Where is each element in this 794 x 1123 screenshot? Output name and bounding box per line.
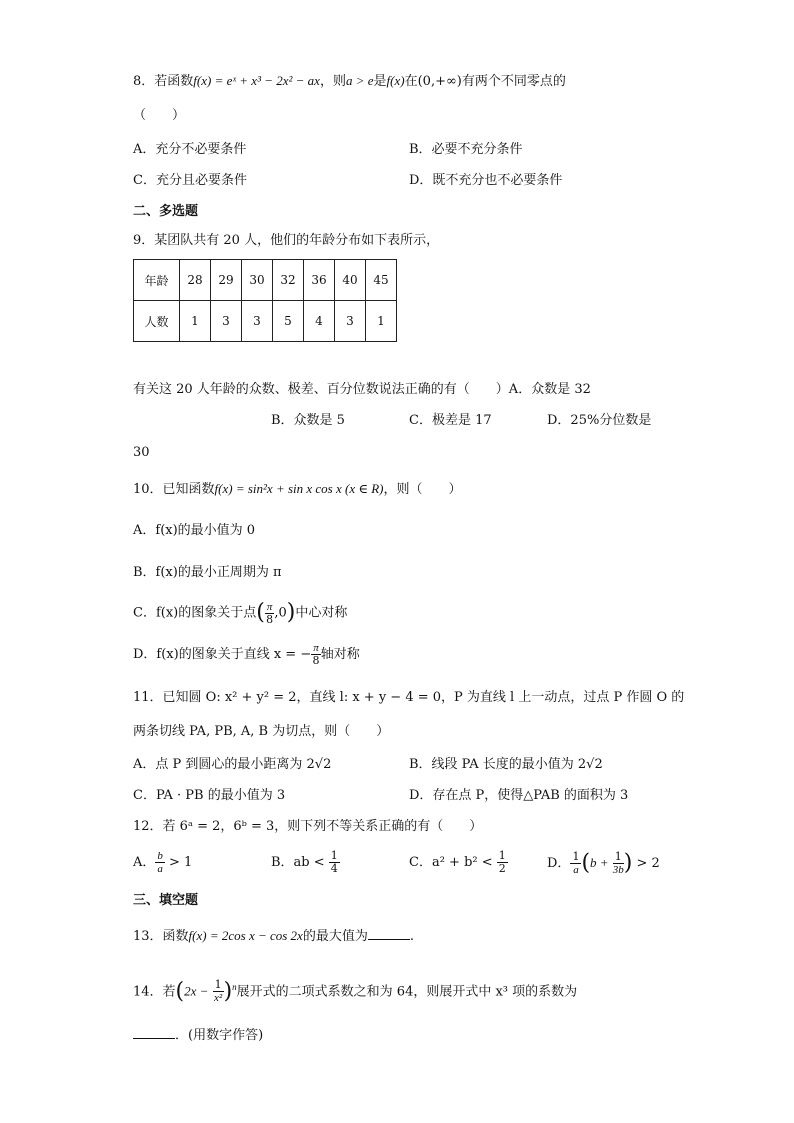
count-cell: 4 [304,301,335,342]
q12-option-a: A． $\frac{b}{a}$ > 1 [133,850,193,875]
fraction: $\frac{b}{a}$ [157,850,163,875]
fraction: $\frac{1}{a}$ [572,850,580,876]
q9-stem: 9．某团队共有 20 人，他们的年龄分布如下表所示， [133,233,440,248]
fraction: $\frac{\pi}{8}$ [312,642,320,667]
q9-option-c: C．极差是 17 [409,413,492,428]
q11-option-b: B．线段 PA 长度的最小值为 2√2 [409,757,603,772]
q9-option-b: B．众数是 5 [271,413,345,428]
q8-option-b: B．必要不充分条件 [409,142,523,157]
fraction: $\frac{1}{\text{x²}}$ [213,978,223,1005]
age-cell: 36 [304,260,335,301]
answer-blank [133,1038,175,1039]
q8-paren: （ ） [133,108,186,123]
q12-option-d: D． $\frac{1}{a}$ (b + $\frac{1}{3b}$ ) > 2 [547,850,660,876]
count-header: 人数 [134,301,180,342]
age-cell: 29 [211,260,242,301]
q11-option-a: A．点 P 到圆心的最小距离为 2√2 [133,757,332,772]
q10-option-a: A．f(x)的最小值为 0 [133,523,256,538]
q11-line2: 两条切线 PA, PB, A, B 为切点，则（ ） [133,724,390,739]
fraction: $\frac{1}{3b}$ [612,850,624,876]
age-cell: 28 [180,260,211,301]
answer-blank [368,939,410,940]
q10-stem: 10．已知函数f(x) = sin²x + sin x cos x (x ∈ R)，则（ ） [133,481,462,497]
q14-stem: 14．若(2x − $\frac{1}{\text{x²}}$ )$^n$展开式的二项式系数之和为 64，则展开式中 x³ 项的系数为 [133,978,578,1005]
count-cell: 3 [335,301,366,342]
q8-option-c: C．充分且必要条件 [133,173,247,188]
q12-option-c: C．a² + b² < $\frac{1}{2}$ [409,849,506,875]
q10-option-c: C．f(x)的图象关于点( $\frac{\pi}{8}$ ,0)中心对称 [133,600,348,626]
age-cell: 32 [273,260,304,301]
fraction: $\frac{1}{4}$ [330,849,338,875]
q11-line1: 11．已知圆 O: x² + y² = 2，直线 l: x + y − 4 = 0，P 为直线 l 上一动点，过点 P 作圆 O 的 [133,690,685,705]
q8-option-a: A．充分不必要条件 [133,142,247,157]
q8-stem: 8．若函数f(x) = eˣ + x³ − 2x² − ax，则a > e是f(x)在(0,+∞)有两个不同零点的 [133,73,566,89]
count-cell: 5 [273,301,304,342]
q9-option-d: D．25%分位数是 [547,413,652,428]
q9-question: 有关这 20 人年龄的众数、极差、百分位数说法正确的有（ ）A．众数是 32 [133,382,591,397]
fraction: $\frac{1}{2}$ [498,849,506,875]
q9-option-d-cont: 30 [133,445,150,460]
fraction: $\frac{\pi}{8}$ [266,600,274,626]
age-table [133,259,397,342]
q13-stem: 13．函数f(x) = 2cos x − cos 2x的最大值为 . [133,928,414,944]
q10-option-d: D．f(x)的图象关于直线 x = − $\frac{\pi}{8}$ 轴对称 [133,642,360,667]
section-fill-blank: 三、填空题 [133,893,199,908]
count-cell: 3 [242,301,273,342]
q12-stem: 12．若 6ᵃ = 2，6ᵇ = 3，则下列不等关系正确的有（ ） [133,819,483,834]
count-cell: 1 [180,301,211,342]
q11-option-c: C．PA · PB 的最小值为 3 [133,788,286,803]
age-header: 年龄 [134,260,180,301]
age-cell: 40 [335,260,366,301]
q12-option-b: B．ab < $\frac{1}{4}$ [271,849,338,875]
section-multi-choice: 二、多选题 [133,204,199,219]
q10-option-b: B．f(x)的最小正周期为 π [133,565,282,580]
q8-option-d: D．既不充分也不必要条件 [409,173,563,188]
count-cell: 3 [211,301,242,342]
count-cell: 1 [366,301,397,342]
age-cell: 30 [242,260,273,301]
q14-line2: ．(用数字作答) [133,1027,263,1045]
q11-option-d: D．存在点 P，使得△PAB 的面积为 3 [409,788,629,803]
age-cell: 45 [366,260,397,301]
